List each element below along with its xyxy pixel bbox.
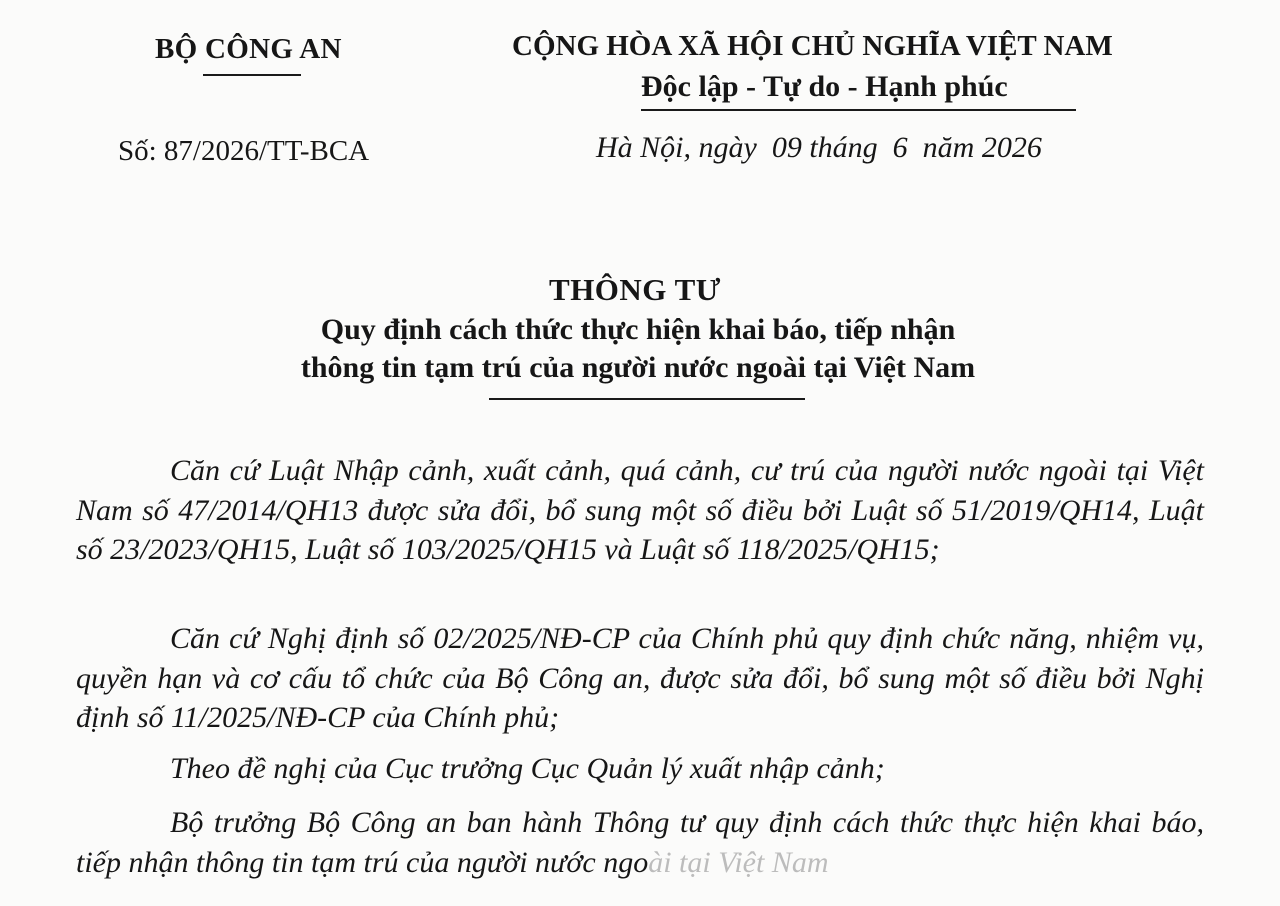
issuance-text-faded: ài tại Việt Nam [648,845,829,879]
preamble-paragraph-issuance [76,803,1204,882]
preamble-paragraph-legal-basis-decree: Căn cứ Nghị định số 02/2025/NĐ-CP của Chính phủ quy định chức năng, nhiệm vụ, quyền hạn và cơ cấu tổ chức của Bộ Công an, được sửa đổi, bổ sung một số điều bởi Nghị định số 11/2025/NĐ-CP của Chính phủ; [76,622,1204,734]
issuing-agency: BỘ CÔNG AN [155,33,342,65]
agency-underline [203,74,301,76]
document-type-title: THÔNG TƯ [549,272,721,307]
issuance-text: Bộ trưởng Bộ Công an ban hành Thông tư quy định cách thức thực hiện khai báo, tiếp nhận thông tin tạm trú của người nước ngo [76,806,1204,879]
preamble-paragraph-legal-basis-law: Căn cứ Luật Nhập cảnh, xuất cảnh, quá cảnh, cư trú của người nước ngoài tại Việt Nam số 47/2014/QH13 được sửa đổi, bổ sung một số điều bởi Luật số 51/2019/QH14, Luật số 23/2023/QH15, Luật số 103/2025/QH15 và Luật số 118/2025/QH15; [76,454,1204,566]
national-title: CỘNG HÒA XÃ HỘI CHỦ NGHĨA VIỆT NAM [512,30,1113,62]
place-and-date: Hà Nội, ngày 09 tháng 6 năm 2026 [596,131,1042,164]
national-motto: Độc lập - Tự do - Hạnh phúc [641,70,1008,103]
title-underline [489,398,805,400]
document-subtitle-line-2: thông tin tạm trú của người nước ngoài tại Việt Nam [300,351,976,384]
document-number: Số: 87/2026/TT-BCA [118,135,370,167]
motto-underline [641,109,1076,111]
document-subtitle-line-1: Quy định cách thức thực hiện khai báo, tiếp nhận [320,313,956,346]
preamble-paragraph-proposal: Theo đề nghị của Cục trưởng Cục Quản lý xuất nhập cảnh; [170,752,885,785]
